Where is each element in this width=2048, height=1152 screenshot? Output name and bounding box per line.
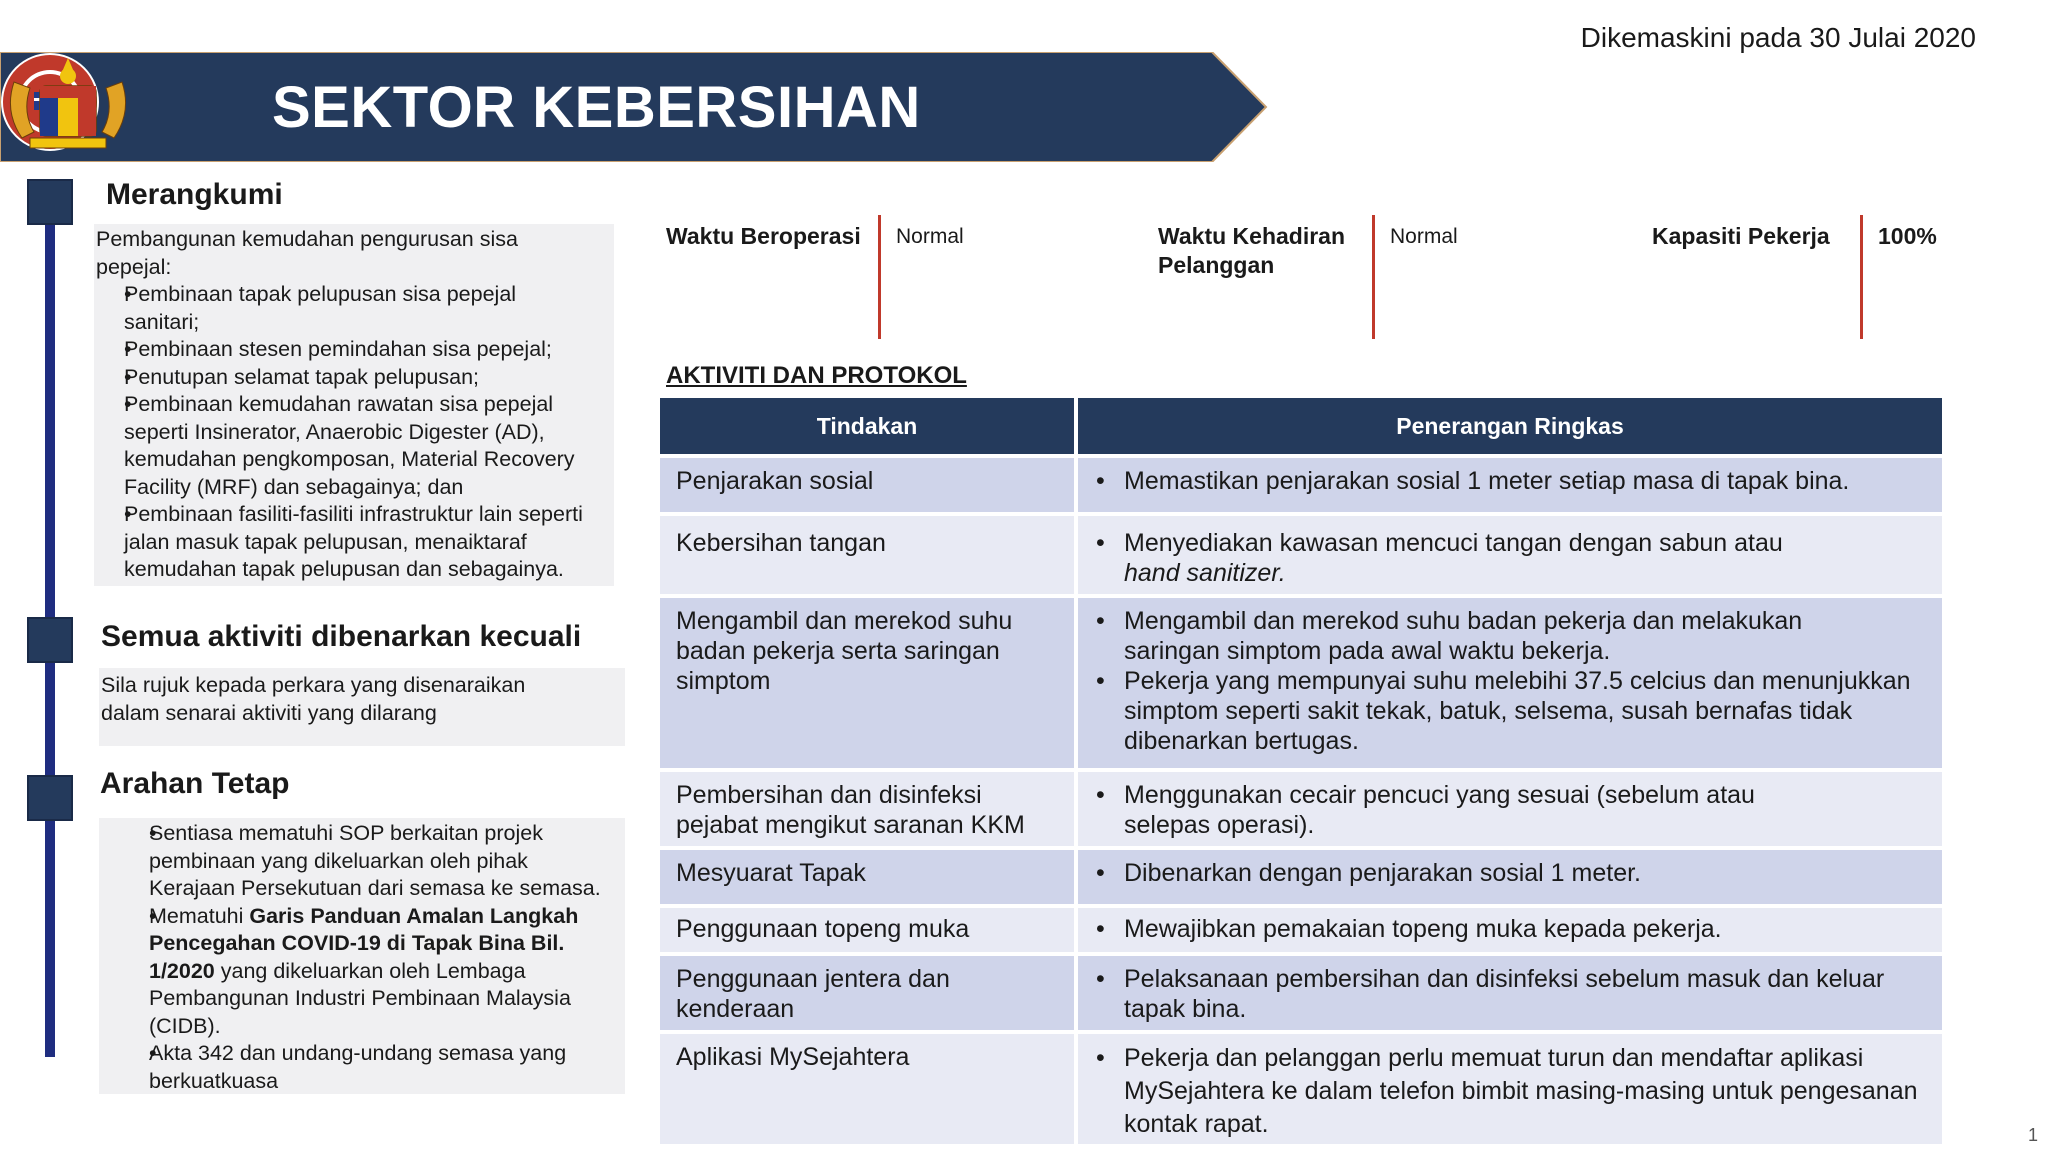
updated-date: Dikemaskini pada 30 Julai 2020	[1580, 22, 1976, 53]
merangkumi-item: • Penutupan selamat tapak pelupusan;	[96, 364, 614, 392]
kapasiti-pekerja-value: 100%	[1878, 223, 1937, 249]
row-description: • Mewajibkan pemakaian topeng muka kepada pekerja.	[1078, 908, 1942, 952]
arahan-item: • Mematuhi Garis Panduan Amalan Langkah Pencegahan COVID-19 di Tapak Bina Bil. 1/2020 yang dikeluarkan oleh Lembaga Pembangunan Industri Pembinaan Malaysia (CIDB).	[101, 903, 623, 1041]
page-title: SEKTOR KEBERSIHAN	[272, 75, 921, 140]
semua-box	[99, 668, 625, 746]
row-action: Mesyuarat Tapak	[660, 850, 1074, 904]
merangkumi-list	[96, 281, 614, 584]
table-row	[660, 598, 1942, 768]
timeline-marker-3	[27, 775, 73, 821]
row-action: Kebersihan tangan	[660, 516, 1074, 594]
table-row	[660, 1034, 1942, 1144]
waktu-beroperasi-label: Waktu Beroperasi	[666, 223, 861, 249]
row-description: • Memastikan penjarakan sosial 1 meter setiap masa di tapak bina.	[1078, 458, 1942, 512]
table-row	[660, 956, 1942, 1030]
kapasiti-pekerja-label: Kapasiti Pekerja	[1652, 223, 1830, 249]
row-description: • Menggunakan cecair pencuci yang sesuai (sebelum atau selepas operasi).	[1078, 772, 1942, 846]
waktu-kehadiran-value: Normal	[1390, 225, 1458, 248]
semua-heading: Semua aktiviti dibenarkan kecuali	[101, 620, 582, 653]
merangkumi-item: • Pembinaan fasiliti-fasiliti infrastruktur lain seperti jalan masuk tapak pelupusan, menaiktaraf kemudahan tapak pelupusan dan sebagainya.	[96, 501, 614, 584]
semua-line: dalam senarai aktiviti yang dilarang	[101, 700, 437, 725]
row-description: • Pelaksanaan pembersihan dan disinfeksi sebelum masuk dan keluar tapak bina.	[1078, 956, 1942, 1030]
arahan-heading: Arahan Tetap	[100, 767, 290, 800]
malaysia-crest-logo	[0, 52, 136, 156]
merangkumi-intro: Pembangunan kemudahan pengurusan sisa pepejal:	[96, 227, 518, 279]
table-row	[660, 772, 1942, 846]
table-header-tindakan: Tindakan	[660, 398, 1074, 454]
row-action: Mengambil dan merekod suhu badan pekerja serta saringan simptom	[660, 598, 1074, 768]
merangkumi-item: • Pembinaan tapak pelupusan sisa pepejal sanitari;	[96, 281, 614, 336]
arahan-box	[99, 818, 625, 1094]
merangkumi-item: • Pembinaan kemudahan rawatan sisa pepejal seperti Insinerator, Anaerobic Digester (AD), kemudahan pengkomposan, Material Recovery Facility (MRF) dan sebagainya; dan	[96, 391, 614, 501]
arahan-list	[101, 820, 623, 1095]
row-description: • Pekerja dan pelanggan perlu memuat turun dan mendaftar aplikasi MySejahtera ke dalam telefon bimbit masing-masing untuk pengesanan kontak rapat.	[1078, 1034, 1942, 1144]
table-row	[660, 908, 1942, 952]
arahan-item: • Akta 342 dan undang-undang semasa yang berkuatkuasa	[101, 1040, 623, 1095]
row-action: Aplikasi MySejahtera	[660, 1034, 1074, 1144]
merangkumi-heading: Merangkumi	[106, 178, 283, 211]
row-description: • Mengambil dan merekod suhu badan pekerja dan melakukan saringan simptom pada awal waktu bekerja. • Pekerja yang mempunyai suhu melebihi 37.5 celcius dan menunjukkan simptom seperti sakit tekak, batuk, selsema, susah bernafas tidak dibenarkan bertugas.	[1078, 598, 1942, 768]
table-row	[660, 458, 1942, 512]
arahan-item: • Sentiasa mematuhi SOP berkaitan projek pembinaan yang dikeluarkan oleh pihak Kerajaan Persekutuan dari semasa ke semasa.	[101, 820, 623, 903]
timeline-marker-1	[27, 179, 73, 225]
header-banner	[0, 52, 1268, 162]
waktu-kehadiran-label: Waktu Kehadiran Pelanggan	[1158, 223, 1346, 278]
protocol-table	[660, 398, 1942, 1144]
row-action: Penjarakan sosial	[660, 458, 1074, 512]
row-action: Penggunaan topeng muka	[660, 908, 1074, 952]
row-description: • Dibenarkan dengan penjarakan sosial 1 meter.	[1078, 850, 1942, 904]
table-header-penerangan: Penerangan Ringkas	[1078, 398, 1942, 454]
merangkumi-box	[94, 224, 614, 586]
row-action: Penggunaan jentera dan kenderaan	[660, 956, 1074, 1030]
info-divider	[1372, 215, 1375, 339]
table-row	[660, 516, 1942, 594]
semua-line: Sila rujuk kepada perkara yang disenaraikan	[101, 673, 526, 697]
row-description: • Menyediakan kawasan mencuci tangan dengan sabun atau hand sanitizer.	[1078, 516, 1942, 594]
table-row	[660, 850, 1942, 904]
row-action: Pembersihan dan disinfeksi pejabat mengikut saranan KKM	[660, 772, 1074, 846]
info-divider	[1860, 215, 1863, 339]
activity-heading: AKTIVITI DAN PROTOKOL	[666, 362, 967, 389]
timeline-marker-2	[27, 617, 73, 663]
table-header	[660, 398, 1942, 454]
waktu-beroperasi-value: Normal	[896, 225, 964, 248]
merangkumi-item: • Pembinaan stesen pemindahan sisa pepejal;	[96, 336, 614, 364]
page-number: 1	[2027, 1125, 2038, 1145]
info-divider	[878, 215, 881, 339]
